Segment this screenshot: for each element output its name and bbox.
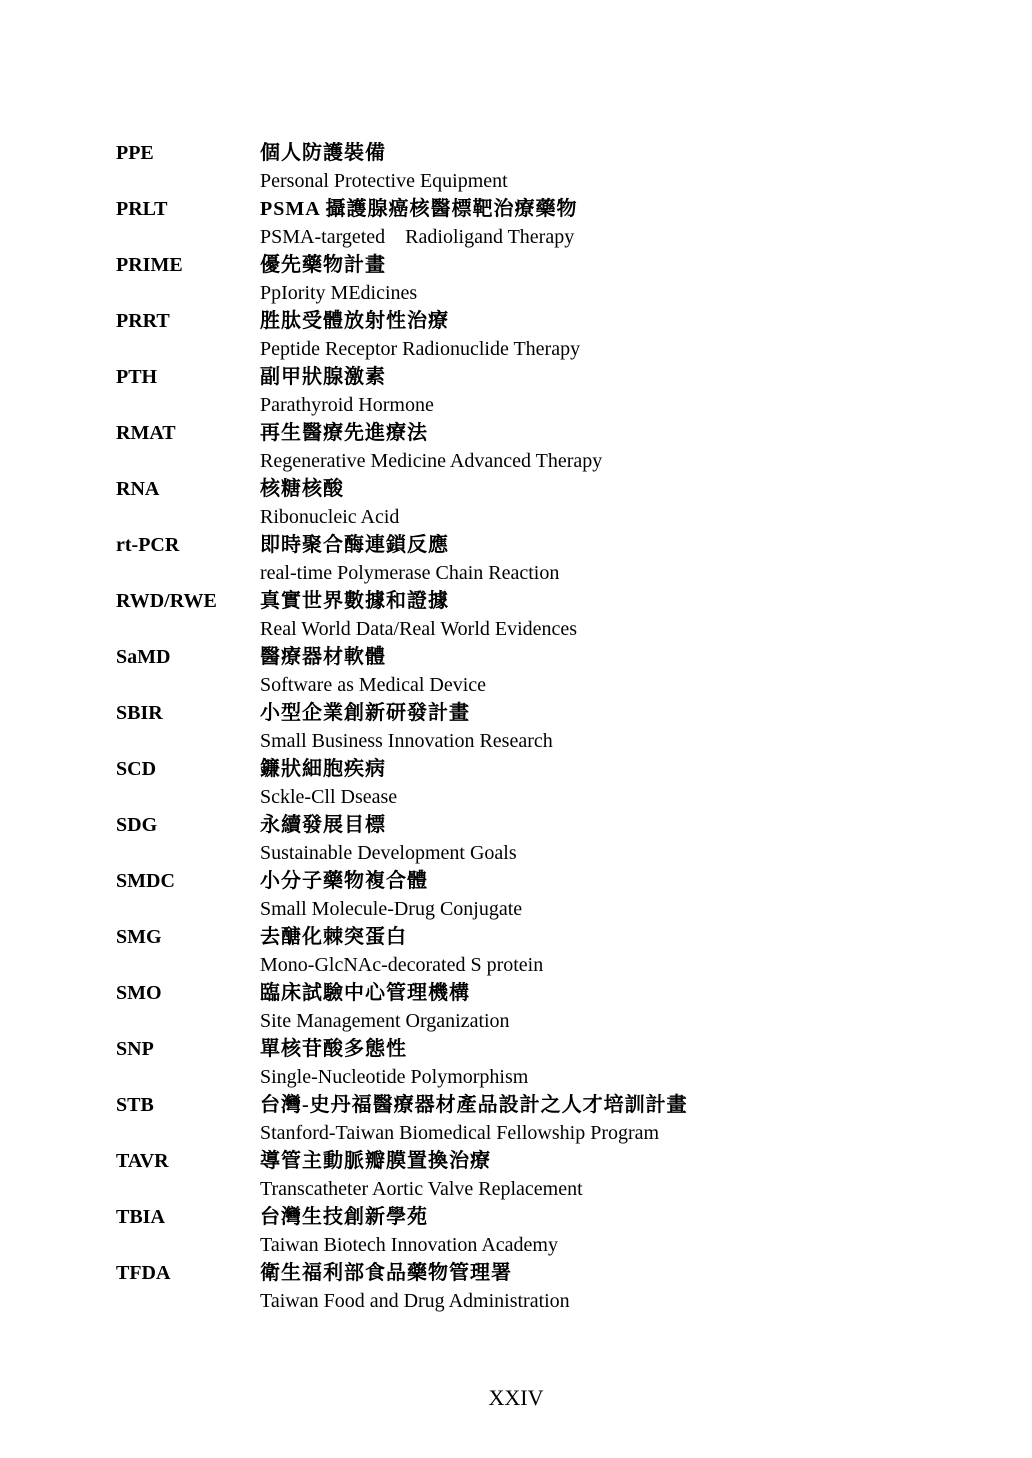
chinese-term: 台灣生技創新學苑 — [260, 1206, 428, 1228]
abbreviation: PRLT — [116, 198, 168, 220]
abbreviation: SMG — [116, 926, 162, 948]
chinese-term: 小分子藥物複合體 — [260, 870, 428, 892]
abbreviation-entry — [116, 140, 976, 196]
chinese-term: 再生醫療先進療法 — [260, 422, 428, 444]
chinese-term: 即時聚合酶連鎖反應 — [260, 534, 449, 556]
page-number: XXIV — [488, 1385, 544, 1410]
abbreviation-entry — [116, 252, 976, 308]
abbreviation: PRRT — [116, 310, 170, 332]
english-term: Stanford-Taiwan Biomedical Fellowship Program — [260, 1122, 660, 1144]
chinese-term: 真實世界數據和證據 — [260, 590, 449, 612]
abbreviation-entry — [116, 1148, 976, 1204]
abbreviation-entry — [116, 1204, 976, 1260]
chinese-term: 永續發展目標 — [260, 814, 386, 836]
chinese-term: 小型企業創新研發計畫 — [260, 702, 470, 724]
english-term: Single-Nucleotide Polymorphism — [260, 1066, 529, 1088]
abbreviation-entry — [116, 924, 976, 980]
english-term: PSMA-targeted Radioligand Therapy — [260, 226, 575, 248]
chinese-term: 鐮狀細胞疾病 — [260, 758, 386, 780]
english-term: Personal Protective Equipment — [260, 170, 508, 192]
abbreviation: SMO — [116, 982, 162, 1004]
english-term: Taiwan Food and Drug Administration — [260, 1290, 570, 1312]
abbreviation: SCD — [116, 758, 157, 780]
abbreviation-entry — [116, 308, 976, 364]
abbreviation-entry — [116, 1092, 976, 1148]
english-term: Real World Data/Real World Evidences — [260, 618, 578, 640]
abbreviation-entry — [116, 196, 976, 252]
abbreviation: SBIR — [116, 702, 163, 724]
abbreviation: SaMD — [116, 646, 171, 668]
chinese-term: 胜肽受體放射性治療 — [260, 310, 449, 332]
english-term: Small Molecule-Drug Conjugate — [260, 898, 523, 920]
english-term: real-time Polymerase Chain Reaction — [260, 562, 560, 584]
chinese-term: 核糖核酸 — [260, 478, 344, 500]
english-term: Sustainable Development Goals — [260, 842, 517, 864]
abbreviation-entry — [116, 1036, 976, 1092]
english-term: Small Business Innovation Research — [260, 730, 553, 752]
english-term: Software as Medical Device — [260, 674, 487, 696]
english-term: Regenerative Medicine Advanced Therapy — [260, 450, 603, 472]
english-term: Parathyroid Hormone — [260, 394, 434, 416]
abbreviation: STB — [116, 1094, 154, 1116]
chinese-term: 去醣化棘突蛋白 — [260, 926, 407, 948]
abbreviation: TFDA — [116, 1262, 171, 1284]
abbreviation: SMDC — [116, 870, 175, 892]
abbreviation-entry — [116, 364, 976, 420]
abbreviation: RMAT — [116, 422, 176, 444]
chinese-term: 台灣-史丹福醫療器材產品設計之人才培訓計畫 — [260, 1094, 688, 1116]
abbreviation-entry — [116, 1260, 976, 1316]
abbreviation-entry — [116, 756, 976, 812]
abbreviation-entry — [116, 476, 976, 532]
chinese-term: 臨床試驗中心管理機構 — [260, 982, 470, 1004]
abbreviation: SDG — [116, 814, 158, 836]
abbreviation-entry — [116, 420, 976, 476]
abbreviation: TBIA — [116, 1206, 165, 1228]
abbreviation-entry — [116, 812, 976, 868]
abbreviation: rt-PCR — [116, 534, 180, 556]
english-term: Transcatheter Aortic Valve Replacement — [260, 1178, 583, 1200]
abbreviation-entry — [116, 700, 976, 756]
chinese-term: 單核苷酸多態性 — [260, 1038, 407, 1060]
chinese-term: 醫療器材軟體 — [260, 646, 386, 668]
abbreviation-entry — [116, 644, 976, 700]
chinese-term: 個人防護裝備 — [260, 142, 386, 164]
english-term: Ribonucleic Acid — [260, 506, 400, 528]
chinese-term: 衛生福利部食品藥物管理署 — [260, 1262, 512, 1284]
english-term: Taiwan Biotech Innovation Academy — [260, 1234, 558, 1256]
abbreviation-entry — [116, 980, 976, 1036]
abbreviation: RWD/RWE — [116, 590, 217, 612]
abbreviation-list — [116, 140, 976, 1316]
abbreviation: PPE — [116, 142, 154, 164]
english-term: Peptide Receptor Radionuclide Therapy — [260, 338, 581, 360]
abbreviation: PRIME — [116, 254, 183, 276]
english-term: Sckle-Cll Dsease — [260, 786, 398, 808]
english-term: Mono-GlcNAc-decorated S protein — [260, 954, 544, 976]
abbreviation-entry — [116, 532, 976, 588]
english-term: PpIority MEdicines — [260, 282, 418, 304]
abbreviation: PTH — [116, 366, 158, 388]
abbreviation-entry — [116, 588, 976, 644]
chinese-term: 導管主動脈瓣膜置換治療 — [260, 1150, 491, 1172]
abbreviation: RNA — [116, 478, 160, 500]
chinese-term: 副甲狀腺激素 — [260, 366, 386, 388]
chinese-term: 優先藥物計畫 — [260, 254, 386, 276]
english-term: Site Management Organization — [260, 1010, 510, 1032]
abbreviation: SNP — [116, 1038, 154, 1060]
chinese-term: PSMA 攝護腺癌核醫標靶治療藥物 — [260, 198, 578, 220]
abbreviation-entry — [116, 868, 976, 924]
abbreviation: TAVR — [116, 1150, 169, 1172]
